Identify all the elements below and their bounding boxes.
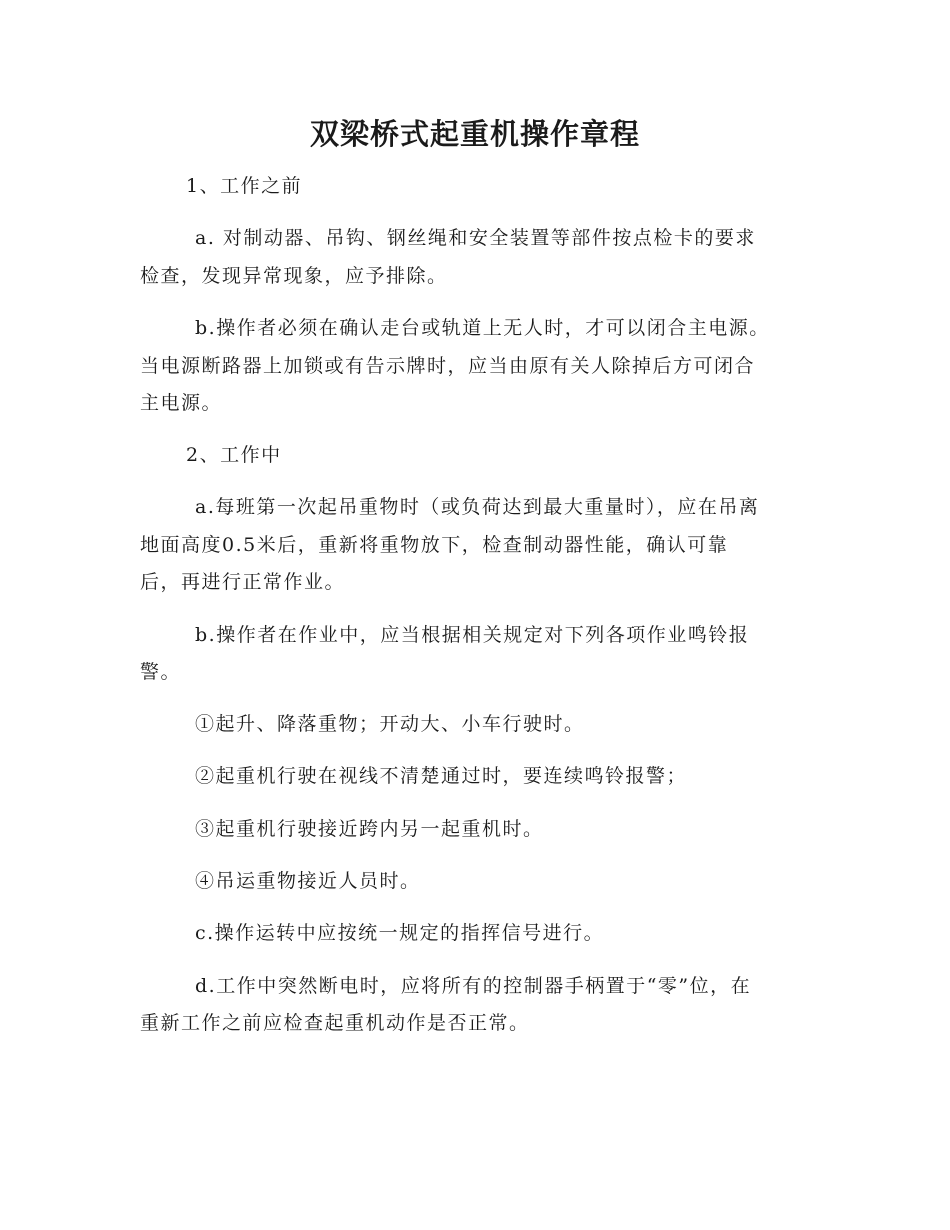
paragraph-line: 重新工作之前应检查起重机动作是否正常。	[140, 1012, 530, 1034]
section-heading-during-work: 2、工作中	[186, 444, 282, 466]
paragraph-line: a. 对制动器、吊钩、钢丝绳和安全装置等部件按点检卡的要求	[195, 227, 756, 249]
paragraph-line: 后，再进行正常作业。	[140, 571, 346, 593]
list-item: ③起重机行驶接近跨内另一起重机时。	[195, 818, 544, 840]
paragraph-line: 检查，发现异常现象，应予排除。	[140, 265, 448, 287]
section-heading-before-work: 1、工作之前	[186, 175, 303, 197]
paragraph-line: 主电源。	[140, 392, 223, 414]
paragraph-line: 当电源断路器上加锁或有告示牌时，应当由原有关人除掉后方可闭合	[140, 355, 756, 377]
paragraph-line: a.每班第一次起吊重物时（或负荷达到最大重量时），应在吊离	[195, 496, 760, 518]
list-item: ①起升、降落重物；开动大、小车行驶时。	[195, 713, 585, 735]
paragraph-line: b.操作者在作业中，应当根据相关规定对下列各项作业鸣铃报	[195, 624, 750, 646]
paragraph-line: c.操作运转中应按统一规定的指挥信号进行。	[195, 922, 605, 944]
paragraph-line: b.操作者必须在确认走台或轨道上无人时，才可以闭合主电源。	[195, 317, 770, 339]
document-title: 双梁桥式起重机操作章程	[309, 117, 640, 151]
paragraph-line: 警。	[140, 661, 182, 683]
list-item: ②起重机行驶在视线不清楚通过时，要连续鸣铃报警；	[195, 765, 688, 787]
paragraph-line: 地面高度0.5米后，重新将重物放下，检查制动器性能，确认可靠	[140, 534, 729, 556]
list-item: ④吊运重物接近人员时。	[195, 870, 421, 892]
paragraph-line: d.工作中突然断电时，应将所有的控制器手柄置于“零”位，在	[195, 975, 752, 997]
